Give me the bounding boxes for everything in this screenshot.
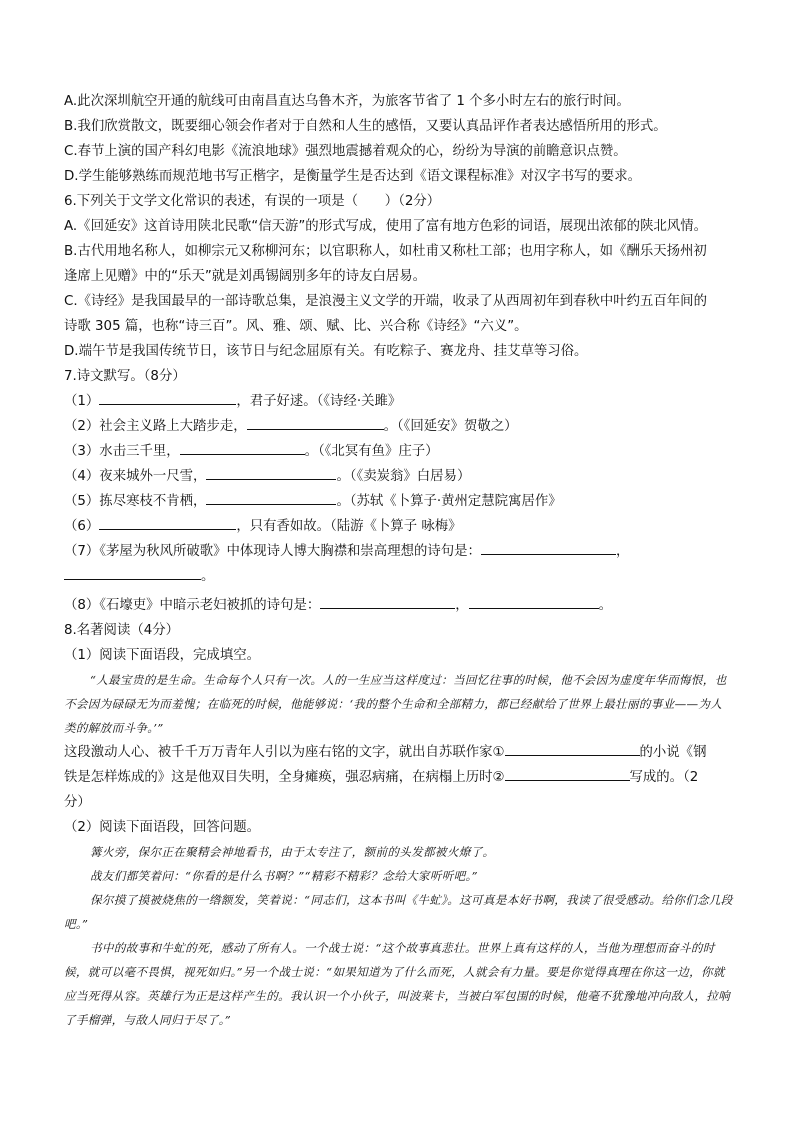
q7-blank-8b[interactable] bbox=[469, 594, 599, 609]
q7-item-3-source: 。（《北冥有鱼》庄子） bbox=[304, 444, 439, 459]
q7-item-8-comma: ， bbox=[455, 598, 469, 613]
q7-stem: 7.诗文默写。（8分） bbox=[64, 369, 186, 384]
q5-option-c: C.春节上演的国产科幻电影《流浪地球》强烈地震撼着观众的心，纷纷为导演的前瞻意识点赞。 bbox=[64, 144, 627, 159]
q7-item-7-cont bbox=[64, 564, 734, 589]
q8-stem: 8.名著阅读（4分） bbox=[64, 623, 180, 638]
q5-option-a: A.此次深圳航空开通的航线可由南昌直达乌鲁木齐，为旅客节省了 1 个多小时左右的旅行时间。 bbox=[64, 94, 630, 109]
q7-blank-7a[interactable] bbox=[481, 540, 616, 555]
q7-blank-2[interactable] bbox=[247, 415, 384, 430]
q7-item-4-source: 。（《卖炭翁》白居易） bbox=[336, 469, 471, 484]
q6-stem: 6.下列关于文学文化常识的表述，有误的一项是（ ）（2分） bbox=[64, 194, 441, 209]
q7-item-7 bbox=[64, 539, 734, 564]
q8-passage-para1: 篝火旁，保尔正在聚精会神地看书，由于太专注了，额前的头发都被火燎了。 bbox=[90, 845, 495, 859]
q7-item-6-label: （6） bbox=[64, 519, 100, 534]
q8-fill-text-2: 铁是怎样炼成的》这是他双目失明，全身瘫痪，强忍病痛，在病榻上历时② bbox=[64, 770, 505, 785]
q7-blank-1[interactable] bbox=[99, 390, 236, 405]
q7-item-3-text: （3）水击三千里， bbox=[64, 444, 180, 459]
q7-item-8-text: （8）《石壕吏》中暗示老妇被抓的诗句是： bbox=[64, 598, 321, 613]
q7-blank-4[interactable] bbox=[206, 465, 336, 480]
q7-item-2-text: （2）社会主义路上大踏步走， bbox=[64, 419, 247, 434]
q8-passage-para3: 保尔摸了摸被烧焦的一绺额发，笑着说：“同志们，这本书叫《牛虻》。这可真是本好书啊，我读了很受感动。给你们念几段吧。” bbox=[64, 893, 733, 931]
q7-item-3 bbox=[64, 439, 734, 464]
q7-blank-8a[interactable] bbox=[320, 594, 455, 609]
q7-blank-3[interactable] bbox=[180, 440, 305, 455]
exam-page bbox=[64, 89, 734, 1032]
q7-blank-5[interactable] bbox=[206, 490, 336, 505]
q7-blank-7b[interactable] bbox=[64, 565, 201, 580]
q7-item-4-text: （4）夜来城外一尺雪， bbox=[64, 469, 207, 484]
q7-item-5 bbox=[64, 489, 734, 514]
q7-item-1-text: ，君子好逑。（《诗经·关雎》 bbox=[236, 394, 402, 409]
q7-item-2 bbox=[64, 414, 734, 439]
q6-option-a: A.《回延安》这首诗用陕北民歌“信天游”的形式写成，使用了富有地方色彩的词语，展现出浓郁的陕北风情。 bbox=[64, 219, 708, 234]
q8-fill-text-1: 这段激动人心、被千千万万青年人引以为座右铭的文字，就出自苏联作家① bbox=[64, 745, 505, 760]
q7-item-1 bbox=[64, 389, 734, 414]
q6-option-b-line1: B.古代用地名称人，如柳宗元又称柳河东；以官职称人，如杜甫又称杜工部；也用字称人，如《酬乐天扬州初 bbox=[64, 244, 707, 259]
q7-item-6-text: ，只有香如故。（陆游《卜算子 咏梅》 bbox=[236, 519, 462, 534]
q8-part1-stem: （1）阅读下面语段，完成填空。 bbox=[64, 648, 260, 663]
q8-fill-line3: 分） bbox=[64, 795, 91, 810]
q8-fill-text-1b: 的小说《钢 bbox=[639, 745, 707, 760]
q8-passage-para4: 书中的故事和牛虻的死，感动了所有人。一个战士说：“这个故事真悲壮。世界上真有这样的人，当他为理想而奋斗的时候，就可以毫不畏惧，视死如归。”另一个战士说：“如果知道为了什么而死，人就会有力量。要是你觉得真理在你这一边，你就应当死得从容。英雄行为正是这样产生的。我认识一个小伙子，叫波莱卡，当被白军包围的时候，他毫不犹豫地冲向敌人，拉响了手榴弹，与敌人同归于尽了。” bbox=[64, 941, 731, 1027]
q8-fill-text-2b: 写成的。（2 bbox=[629, 770, 699, 785]
q5-option-b: B.我们欣赏散文，既要细心领会作者对于自然和人生的感悟，又要认真品评作者表达感悟所用的形式。 bbox=[64, 119, 667, 134]
q7-item-8 bbox=[64, 593, 734, 618]
q6-option-c-line2: 诗歌 305 篇，也称“诗三百”。风、雅、颂、赋、比、兴合称《诗经》“六义”。 bbox=[64, 319, 528, 334]
q7-blank-6[interactable] bbox=[99, 515, 236, 530]
q7-item-6 bbox=[64, 514, 734, 539]
q8-blank-2[interactable] bbox=[505, 766, 630, 781]
q8-fill-line1 bbox=[64, 740, 734, 765]
q8-passage-para2: 战友们都笑着问：“你看的是什么书啊？”“精彩不精彩？念给大家听听吧。” bbox=[90, 869, 478, 883]
q6-option-d: D.端午节是我国传统节日，该节日与纪念屈原有关。有吃粽子、赛龙舟、挂艾草等习俗。 bbox=[64, 344, 588, 359]
q8-part2-stem: （2）阅读下面语段，回答问题。 bbox=[64, 820, 260, 835]
q8-fill-line2 bbox=[64, 765, 734, 790]
q7-item-8-period: 。 bbox=[598, 598, 613, 613]
q7-item-7-period: 。 bbox=[201, 569, 215, 584]
q5-option-d: D.学生能够熟练而规范地书写正楷字，是衡量学生是否达到《语文课程标准》对汉字书写的要求。 bbox=[64, 169, 641, 184]
q6-option-b-line2: 逢席上见赠》中的“乐天”就是刘禹锡阔别多年的诗友白居易。 bbox=[64, 269, 427, 284]
q7-item-1-label: （1） bbox=[64, 394, 100, 409]
q8-blank-1[interactable] bbox=[505, 741, 640, 756]
q7-item-5-text: （5）拣尽寒枝不肯栖， bbox=[64, 494, 207, 509]
q8-quote: “人最宝贵的是生命。生命每个人只有一次。人的一生应当这样度过：当回忆往事的时候，他不会因为虚度年华而悔恨，也不会因为碌碌无为而羞愧；在临死的时候，他能够说：‘我的整个生命和全部精力，都已经献给了世界上最壮丽的事业——为人类的解放而斗争。’” bbox=[64, 673, 727, 735]
q6-option-c-line1: C.《诗经》是我国最早的一部诗歌总集，是浪漫主义文学的开端，收录了从西周初年到春秋中叶约五百年间的 bbox=[64, 294, 707, 309]
q7-item-4 bbox=[64, 464, 734, 489]
q7-item-2-source: 。（《回延安》贺敬之） bbox=[383, 419, 518, 434]
q7-item-7-comma: ， bbox=[615, 544, 630, 559]
q7-item-7-text: （7）《茅屋为秋风所破歌》中体现诗人博大胸襟和崇高理想的诗句是： bbox=[64, 544, 481, 559]
q7-item-5-source: 。（苏轼《卜算子·黄州定慧院寓居作》 bbox=[336, 494, 562, 509]
